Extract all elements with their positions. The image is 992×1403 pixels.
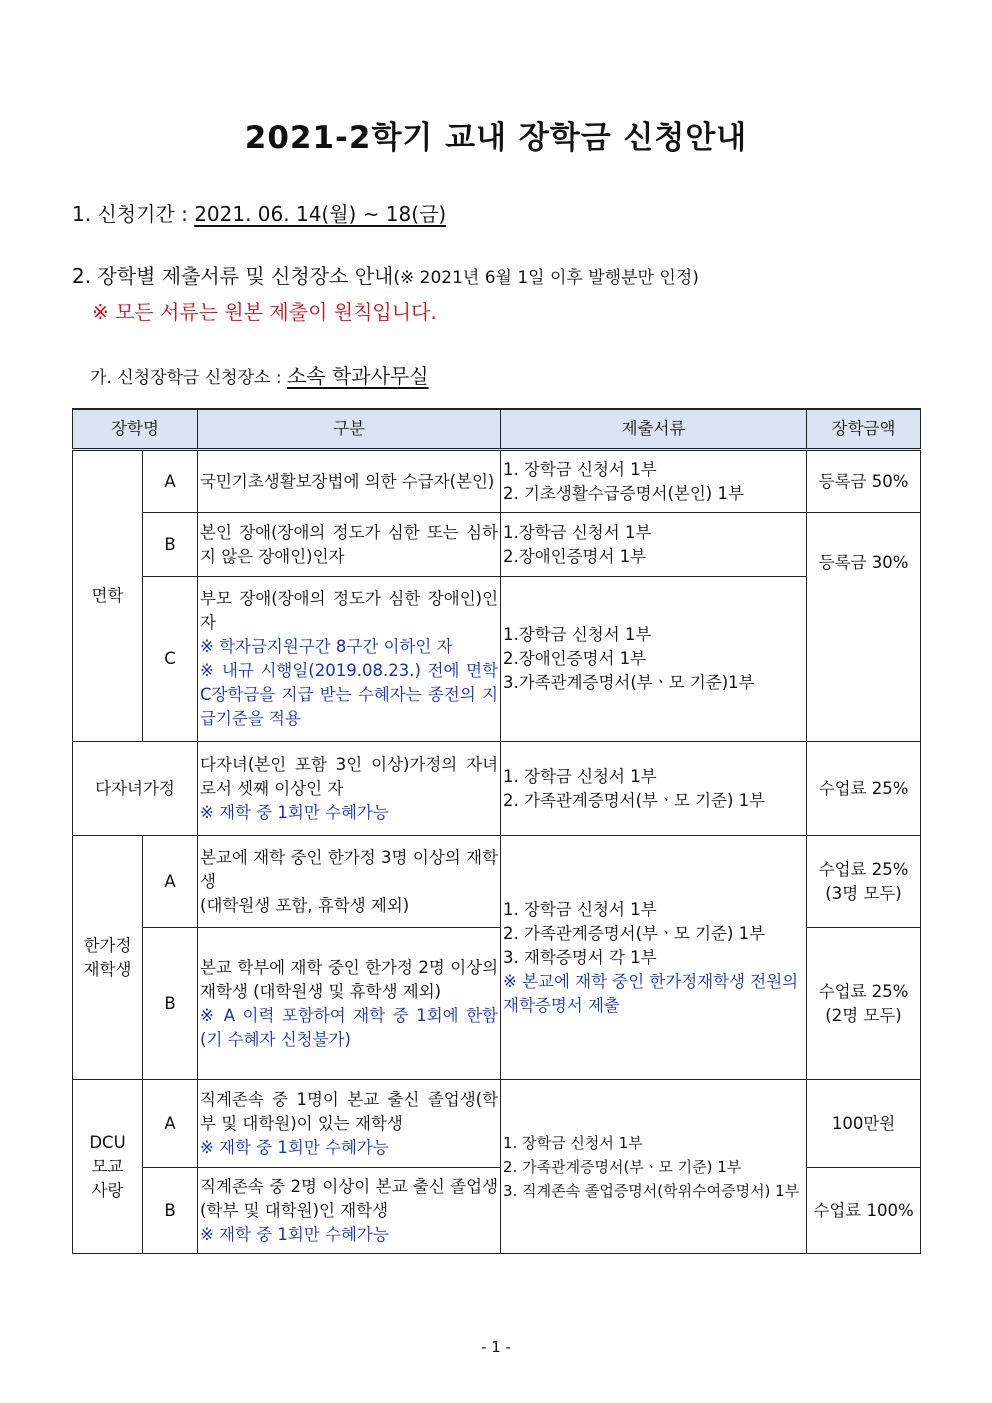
hangajeong-b-desc: 본교 학부에 재학 중인 한가정 2명 이상의 재학생 (대학원생 및 휴학생 제외) xyxy=(200,957,499,1001)
hangajeong-a-desc: 본교에 재학 중인 한가정 3명 이상의 재학생 xyxy=(200,847,499,891)
header-category: 구분 xyxy=(198,409,501,450)
dajanyeo-note: ※ 재학 중 1회만 수혜가능 xyxy=(200,802,389,822)
hangajeong-name xyxy=(73,836,143,1080)
myeonhak-c-code: C xyxy=(143,577,198,742)
myeonhak-a-docs xyxy=(501,450,807,513)
myeonhak-a-amount: 등록금 50% xyxy=(807,450,921,513)
dcu-b-desc: 직계존속 중 2명 이상이 본교 출신 졸업생(학부 및 대학원)인 재학생 xyxy=(200,1176,499,1220)
dajanyeo-desc-cell xyxy=(198,742,501,836)
dcu-name-line2: 모교 xyxy=(91,1156,124,1176)
documents-heading: 2. 장학별 제출서류 및 신청장소 안내 xyxy=(72,264,394,288)
application-period-value: 2021. 06. 14(월) ~ 18(금) xyxy=(194,202,447,226)
dcu-a-desc: 직계존속 중 1명이 본교 출신 졸업생(학부 및 대학원)이 있는 재학생 xyxy=(200,1089,499,1133)
documents-issue-note: (※ 2021년 6월 1일 이후 발행분만 인정) xyxy=(393,268,699,288)
doc-item: 1. 장학금 신청서 1부 xyxy=(503,459,657,479)
hangajeong-a-amount xyxy=(807,836,921,928)
doc-item: 3. 직계존속 졸업증명서(학위수여증명서) 1부 xyxy=(503,1181,800,1200)
hangajeong-a-sub: (대학원생 포함, 휴학생 제외) xyxy=(200,895,410,915)
dcu-name-line3: 사랑 xyxy=(91,1180,124,1200)
hangajeong-b-note: ※ A 이력 포함하여 재학 중 1회에 한함(기 수혜자 신청불가) xyxy=(200,1005,499,1049)
hangajeong-docs-note: ※ 본교에 재학 중인 한가정재학생 전원의 재학증명서 제출 xyxy=(503,971,799,1015)
hangajeong-b-desc-cell xyxy=(198,928,501,1080)
doc-item: 1. 장학금 신청서 1부 xyxy=(503,766,657,786)
myeonhak-b-docs xyxy=(501,513,807,577)
hangajeong-name-line1: 한가정 xyxy=(83,935,132,955)
application-place-line xyxy=(90,360,429,389)
header-scholarship-name: 장학명 xyxy=(73,409,198,450)
table-row xyxy=(73,742,921,836)
dcu-b-amount: 수업료 100% xyxy=(807,1168,921,1254)
header-documents: 제출서류 xyxy=(501,409,807,450)
dcu-b-note: ※ 재학 중 1회만 수혜가능 xyxy=(200,1224,389,1244)
hangajeong-name-line2: 재학생 xyxy=(83,959,132,979)
dcu-docs xyxy=(501,1080,807,1254)
hangajeong-a-amount-line2: (3명 모두) xyxy=(825,883,902,903)
table-row xyxy=(73,513,921,577)
dajanyeo-amount: 수업료 25% xyxy=(807,742,921,836)
doc-item: 2. 가족관계증명서(부ㆍ모 기준) 1부 xyxy=(503,1157,742,1176)
doc-item: 2.장애인증명서 1부 xyxy=(503,649,647,668)
hangajeong-a-desc-cell xyxy=(198,836,501,928)
table-row xyxy=(73,450,921,513)
myeonhak-bc-amount: 등록금 30% xyxy=(807,513,921,742)
myeonhak-name: 면학 xyxy=(73,450,143,742)
doc-item: 1. 장학금 신청서 1부 xyxy=(503,1133,643,1152)
doc-item: 3. 재학증명서 각 1부 xyxy=(503,947,657,967)
header-amount: 장학금액 xyxy=(807,409,921,450)
hangajeong-b-code: B xyxy=(143,928,198,1080)
doc-item: 2. 가족관계증명서(부ㆍ모 기준) 1부 xyxy=(503,790,766,810)
doc-item: 1. 장학금 신청서 1부 xyxy=(503,899,657,919)
dajanyeo-desc: 다자녀(본인 포함 3인 이상)가정의 자녀로서 셋째 이상인 자 xyxy=(200,754,499,798)
documents-heading-line xyxy=(72,260,699,289)
hangajeong-docs xyxy=(501,836,807,1080)
application-period-label: 1. 신청기간 : xyxy=(72,202,195,226)
page-number: - 1 - xyxy=(481,1338,511,1356)
table-row xyxy=(73,577,921,742)
dcu-b-code: B xyxy=(143,1168,198,1254)
application-place-label: 가. 신청장학금 신청장소 : xyxy=(90,368,287,388)
hangajeong-a-code: A xyxy=(143,836,198,928)
doc-item: 3.가족관계증명서(부ㆍ모 기준)1부 xyxy=(503,673,755,692)
myeonhak-a-code: A xyxy=(143,450,198,513)
dajanyeo-docs xyxy=(501,742,807,836)
dcu-name-line1: DCU xyxy=(89,1132,126,1152)
application-place-value: 소속 학과사무실 xyxy=(286,364,429,388)
dcu-a-code: A xyxy=(143,1080,198,1168)
dajanyeo-name: 다자녀가정 xyxy=(73,742,198,836)
dcu-a-desc-cell xyxy=(198,1080,501,1168)
myeonhak-c-desc-cell xyxy=(198,577,501,742)
doc-item: 2.장애인증명서 1부 xyxy=(503,546,647,566)
application-period-line xyxy=(72,198,446,227)
myeonhak-c-note2: ※ 내규 시행일(2019.08.23.) 전에 면학C장학금을 지급 받는 수혜자는 종전의 지급기준을 적용 xyxy=(200,661,499,728)
doc-item: 2. 가족관계증명서(부ㆍ모 기준) 1부 xyxy=(503,923,766,943)
table-row xyxy=(73,1080,921,1168)
table-header-row xyxy=(73,409,921,450)
dcu-a-note: ※ 재학 중 1회만 수혜가능 xyxy=(200,1137,389,1157)
doc-item: 1.장학금 신청서 1부 xyxy=(503,625,652,644)
doc-item: 1.장학금 신청서 1부 xyxy=(503,522,652,542)
hangajeong-b-amount xyxy=(807,928,921,1080)
page-title: 2021-2학기 교내 장학금 신청안내 xyxy=(244,120,748,156)
hangajeong-a-amount-line1: 수업료 25% xyxy=(818,859,909,879)
myeonhak-c-desc: 부모 장애(장애의 정도가 심한 장애인)인자 xyxy=(200,589,499,632)
doc-item: 2. 기초생활수급증명서(본인) 1부 xyxy=(503,483,744,503)
dcu-a-amount: 100만원 xyxy=(807,1080,921,1168)
hangajeong-b-amount-line1: 수업료 25% xyxy=(818,981,909,1001)
dcu-b-desc-cell xyxy=(198,1168,501,1254)
myeonhak-b-desc: 본인 장애(장애의 정도가 심한 또는 심하지 않은 장애인)인자 xyxy=(198,513,501,577)
myeonhak-b-code: B xyxy=(143,513,198,577)
myeonhak-a-desc: 국민기초생활보장법에 의한 수급자(본인) xyxy=(198,450,501,513)
dcu-name xyxy=(73,1080,143,1254)
table-row xyxy=(73,836,921,928)
myeonhak-c-note1: ※ 학자금지원구간 8구간 이하인 자 xyxy=(200,637,453,656)
scholarship-table xyxy=(72,408,921,1254)
hangajeong-b-amount-line2: (2명 모두) xyxy=(825,1005,902,1025)
myeonhak-c-docs xyxy=(501,577,807,742)
original-documents-warning: ※ 모든 서류는 원본 제출이 원칙입니다. xyxy=(92,300,437,324)
